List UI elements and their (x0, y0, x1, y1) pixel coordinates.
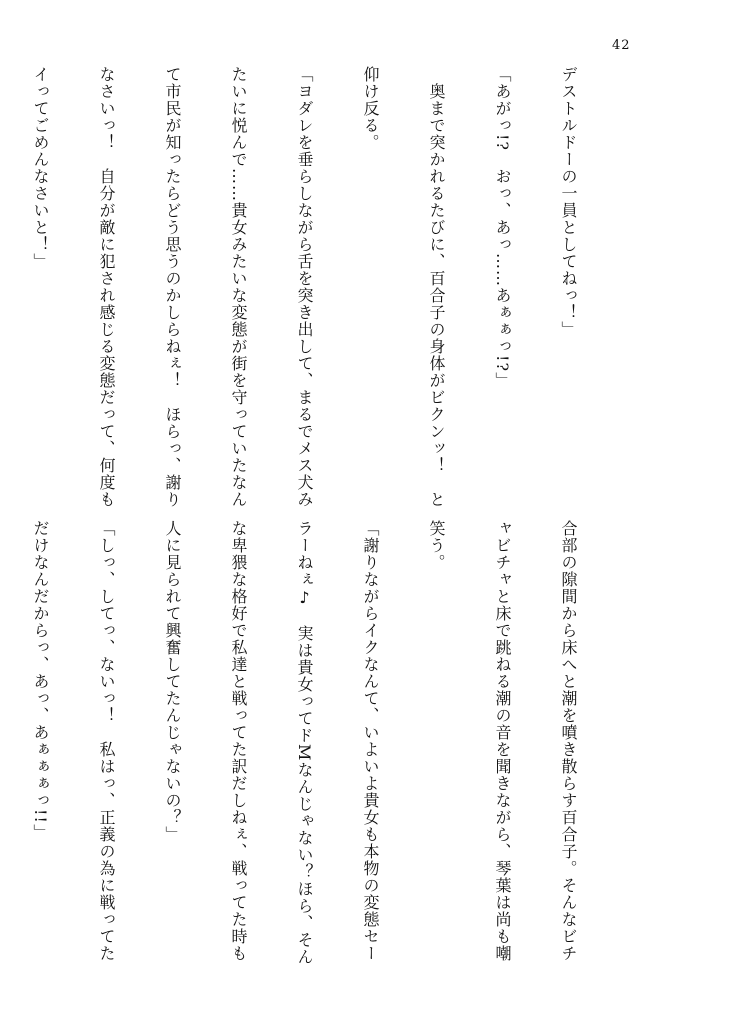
text-block-top (0, 66, 623, 508)
text-line: て市民が知ったらどう思うのかしらねぇ！ ほらっ、謝り (163, 66, 182, 508)
text-block-bottom (0, 520, 623, 966)
page-number: 42 (612, 38, 631, 53)
text-line: 仰け反る。 (361, 66, 380, 151)
text-line: イってごめんなさいと！」 (31, 66, 50, 270)
text-line: ャビチャと床で跳ねる潮の音を聞きながら、琴葉は尚も嘲 (493, 520, 512, 962)
text-line: なさいっ！ 自分が敵に犯され感じる変態だって、何度も (97, 66, 116, 508)
text-line: 「しっ、してっ、ないっ！ 私はっ、正義の為に戦ってた (97, 520, 116, 962)
text-line: たいに悦んで……貴女みたいな変態が街を守っていたなん (229, 66, 248, 508)
text-line: ラーねぇ♪ 実は貴女ってドMなんじゃない？ほら、そん (295, 520, 314, 966)
text-line: 「ヨダレを垂らしながら舌を突き出して、まるでメス犬み (295, 66, 314, 508)
text-line: デストルドーの一員としてねっ！」 (559, 66, 578, 338)
text-line: だけなんだからっ、あっ、あぁぁぁっ!!」 (31, 520, 50, 841)
text-line: 合部の隙間から床へと潮を噴き散らす百合子。そんなビチ (559, 520, 578, 962)
text-line: な卑猥な格好で私達と戦ってた訳だしねぇ、戦ってた時も (229, 520, 248, 962)
text-line: 人に見られて興奮してたんじゃないの？」 (163, 520, 182, 843)
text-line: 奥まで突かれるたびに、百合子の身体がビクンッ！ と (427, 66, 446, 508)
text-line: 「あがっ!? おっ、あっ……あぁぁっ!?」 (493, 66, 512, 390)
text-line: 「謝りながらイクなんて、いよいよ貴女も本物の変態セー (361, 520, 380, 962)
text-line: 笑う。 (427, 520, 446, 571)
